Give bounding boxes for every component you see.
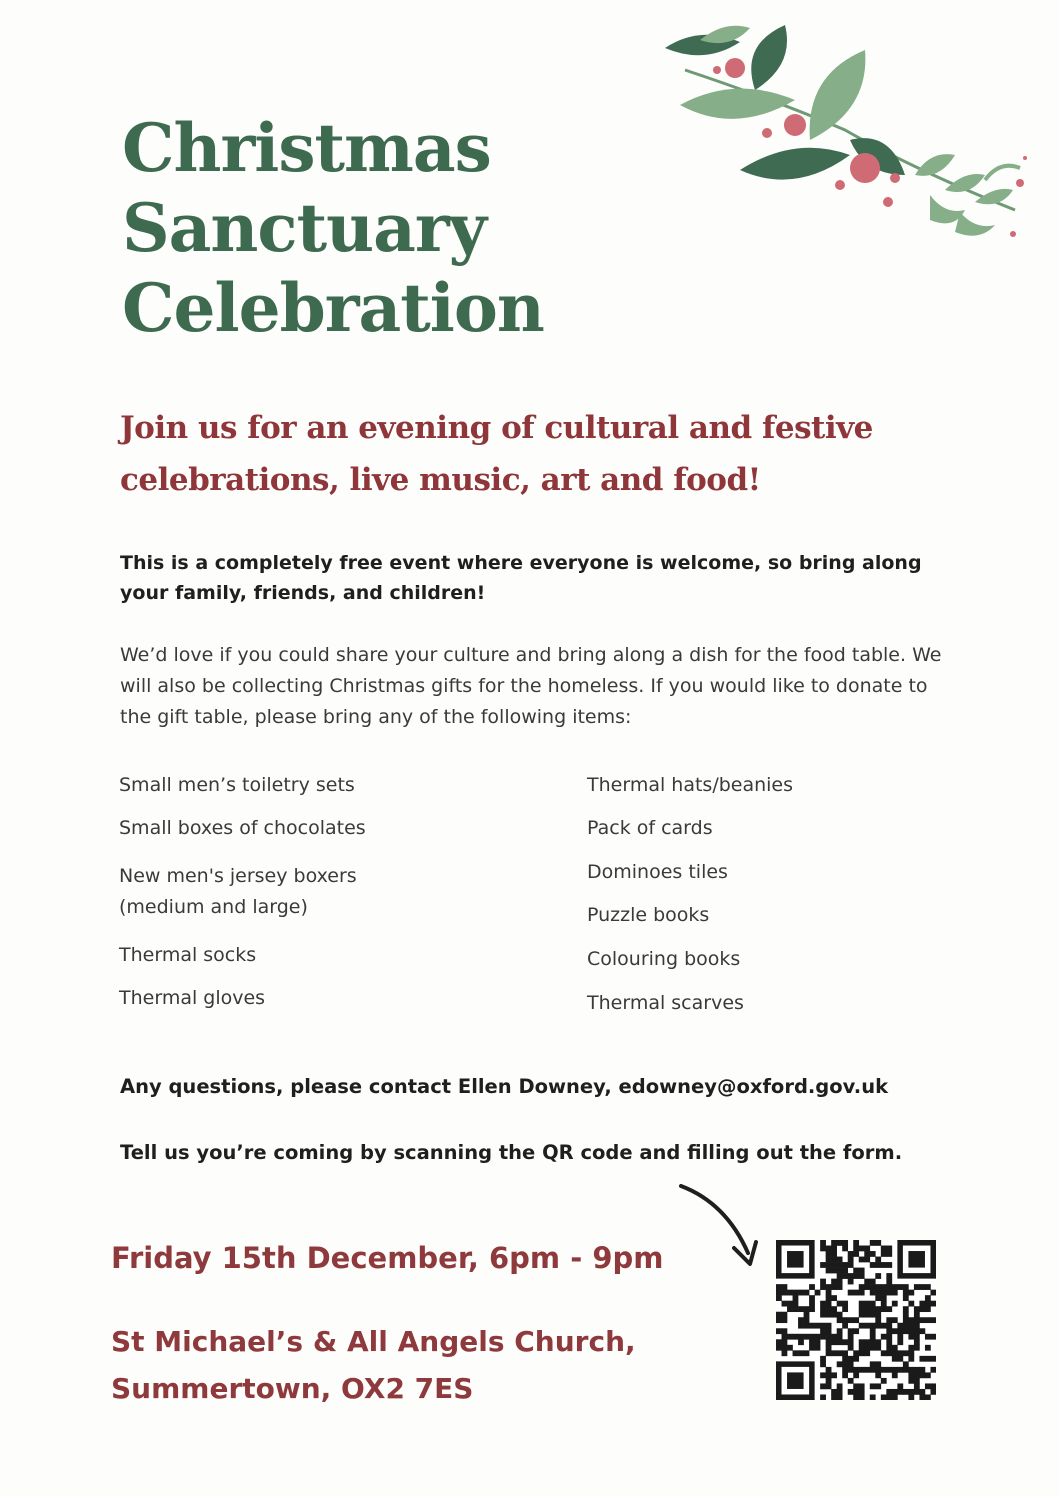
event-venue — [111, 1318, 636, 1412]
arrow-icon — [676, 1178, 776, 1273]
list-item: Thermal hats/beanies — [587, 774, 794, 796]
qr-code-icon[interactable] — [776, 1240, 936, 1400]
holly-leaves-icon — [655, 20, 1035, 250]
list-item: Thermal scarves — [587, 992, 744, 1014]
subtitle-line: Join us for an evening of cultural and festive — [120, 410, 873, 446]
list-item: New men's jersey boxers — [119, 865, 357, 887]
list-item: (medium and large) — [119, 896, 308, 918]
list-item: Thermal gloves — [119, 987, 266, 1009]
description-paragraph: We’d love if you could share your culture and bring along a dish for the food table. We will also be collecting Christmas gifts for the homeless. If you would like to donate to the gift table, please bring any of the following items: — [120, 644, 942, 728]
event-title — [122, 108, 642, 348]
venue-line: St Michael’s & All Angels Church, — [111, 1325, 636, 1358]
list-item: Small boxes of chocolates — [119, 817, 366, 839]
intro-paragraph: This is a completely free event where everyone is welcome, so bring along your family, friends, and children! — [120, 552, 922, 604]
list-item: Small men’s toiletry sets — [119, 774, 355, 796]
event-subtitle — [120, 402, 940, 506]
title-line: Celebration — [122, 269, 544, 347]
event-date: Friday 15th December, 6pm - 9pm — [111, 1241, 664, 1275]
venue-line: Summertown, OX2 7ES — [111, 1372, 474, 1405]
list-item: Pack of cards — [587, 817, 713, 839]
list-item: Dominoes tiles — [587, 861, 728, 883]
contact-line: Any questions, please contact Ellen Downey, edowney@oxford.gov.uk — [120, 1075, 889, 1098]
subtitle-line: celebrations, live music, art and food! — [120, 462, 761, 498]
title-line: Sanctuary — [122, 189, 486, 267]
list-item: Thermal socks — [119, 944, 257, 966]
list-item: Puzzle books — [587, 904, 710, 926]
rsvp-line: Tell us you’re coming by scanning the QR code and filling out the form. — [120, 1141, 903, 1164]
title-line: Christmas — [122, 109, 491, 187]
list-item: Colouring books — [587, 948, 741, 970]
